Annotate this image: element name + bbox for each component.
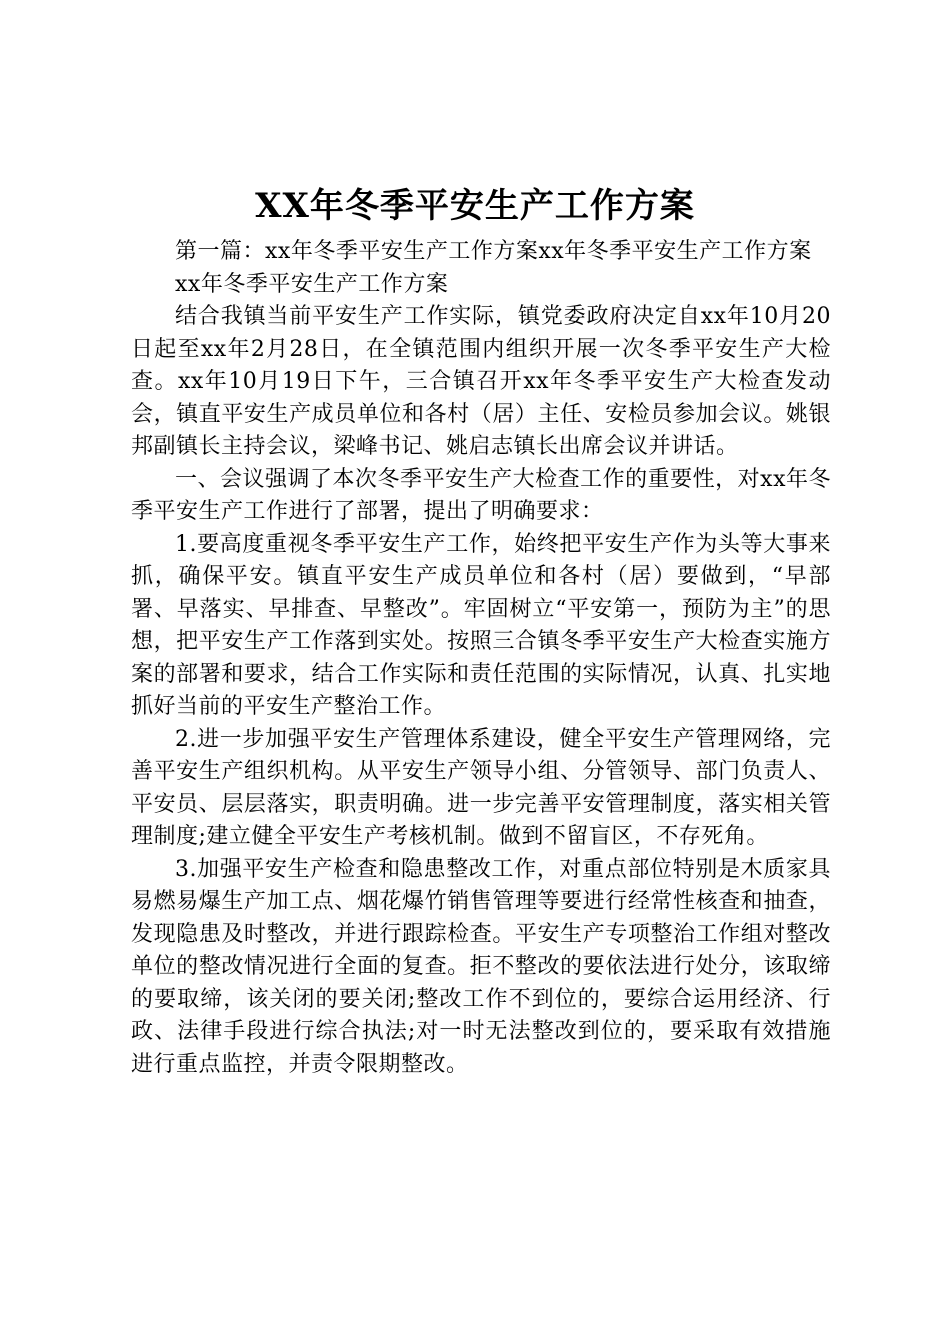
- document-title: XX年冬季平安生产工作方案: [255, 186, 695, 226]
- paragraph-section-heading: 第一篇：xx年冬季平安生产工作方案xx年冬季平安生产工作方案: [175, 239, 812, 264]
- paragraph-intro: 结合我镇当前平安生产工作实际，镇党委政府决定自xx年10月20日起至xx年2月28日，在全镇范围内组织开展一次冬季平安生产大检查。xx年10月19日下午，三合镇召开xx年冬季平安生产大检查发动会，镇直平安生产成员单位和各村（居）主任、安检员参加会议。姚银邦副镇长主持会议，梁峰书记、姚启志镇长出席会议并讲话。: [131, 304, 831, 459]
- paragraph-item-2: 2.进一步加强平安生产管理体系建设，健全平安生产管理网络，完善平安生产组织机构。从平安生产领导小组、分管领导、部门负责人、平安员、层层落实，职责明确。进一步完善平安管理制度，落实相关管理制度;建立健全平安生产考核机制。做到不留盲区，不存死角。: [131, 726, 831, 849]
- document-body: [131, 236, 831, 1081]
- paragraph-item-1: 1.要高度重视冬季平安生产工作，始终把平安生产作为头等大事来抓，确保平安。镇直平安生产成员单位和各村（居）要做到，“早部署、早落实、早排查、早整改”。牢固树立“平安第一，预防为主”的思想，把平安生产工作落到实处。按照三合镇冬季平安生产大检查实施方案的部署和要求，结合工作实际和责任范围的实际情况，认真、扎实地抓好当前的平安生产整治工作。: [131, 531, 831, 719]
- paragraph-item-3: 3.加强平安生产检查和隐患整改工作，对重点部位特别是木质家具易燃易爆生产加工点、烟花爆竹销售管理等要进行经常性核查和抽查，发现隐患及时整改，并进行跟踪检查。平安生产专项整治工作组对整改单位的整改情况进行全面的复查。拒不整改的要依法进行处分，该取缔的要取缔，该关闭的要关闭;整改工作不到位的，要综合运用经济、行政、法律手段进行综合执法;对一时无法整改到位的，要采取有效措施进行重点监控，并责令限期整改。: [131, 856, 831, 1077]
- paragraph-subtitle: xx年冬季平安生产工作方案: [175, 271, 449, 297]
- paragraph-meeting-emphasis: 一、会议强调了本次冬季平安生产大检查工作的重要性，对xx年冬季平安生产工作进行了部署，提出了明确要求：: [131, 466, 831, 524]
